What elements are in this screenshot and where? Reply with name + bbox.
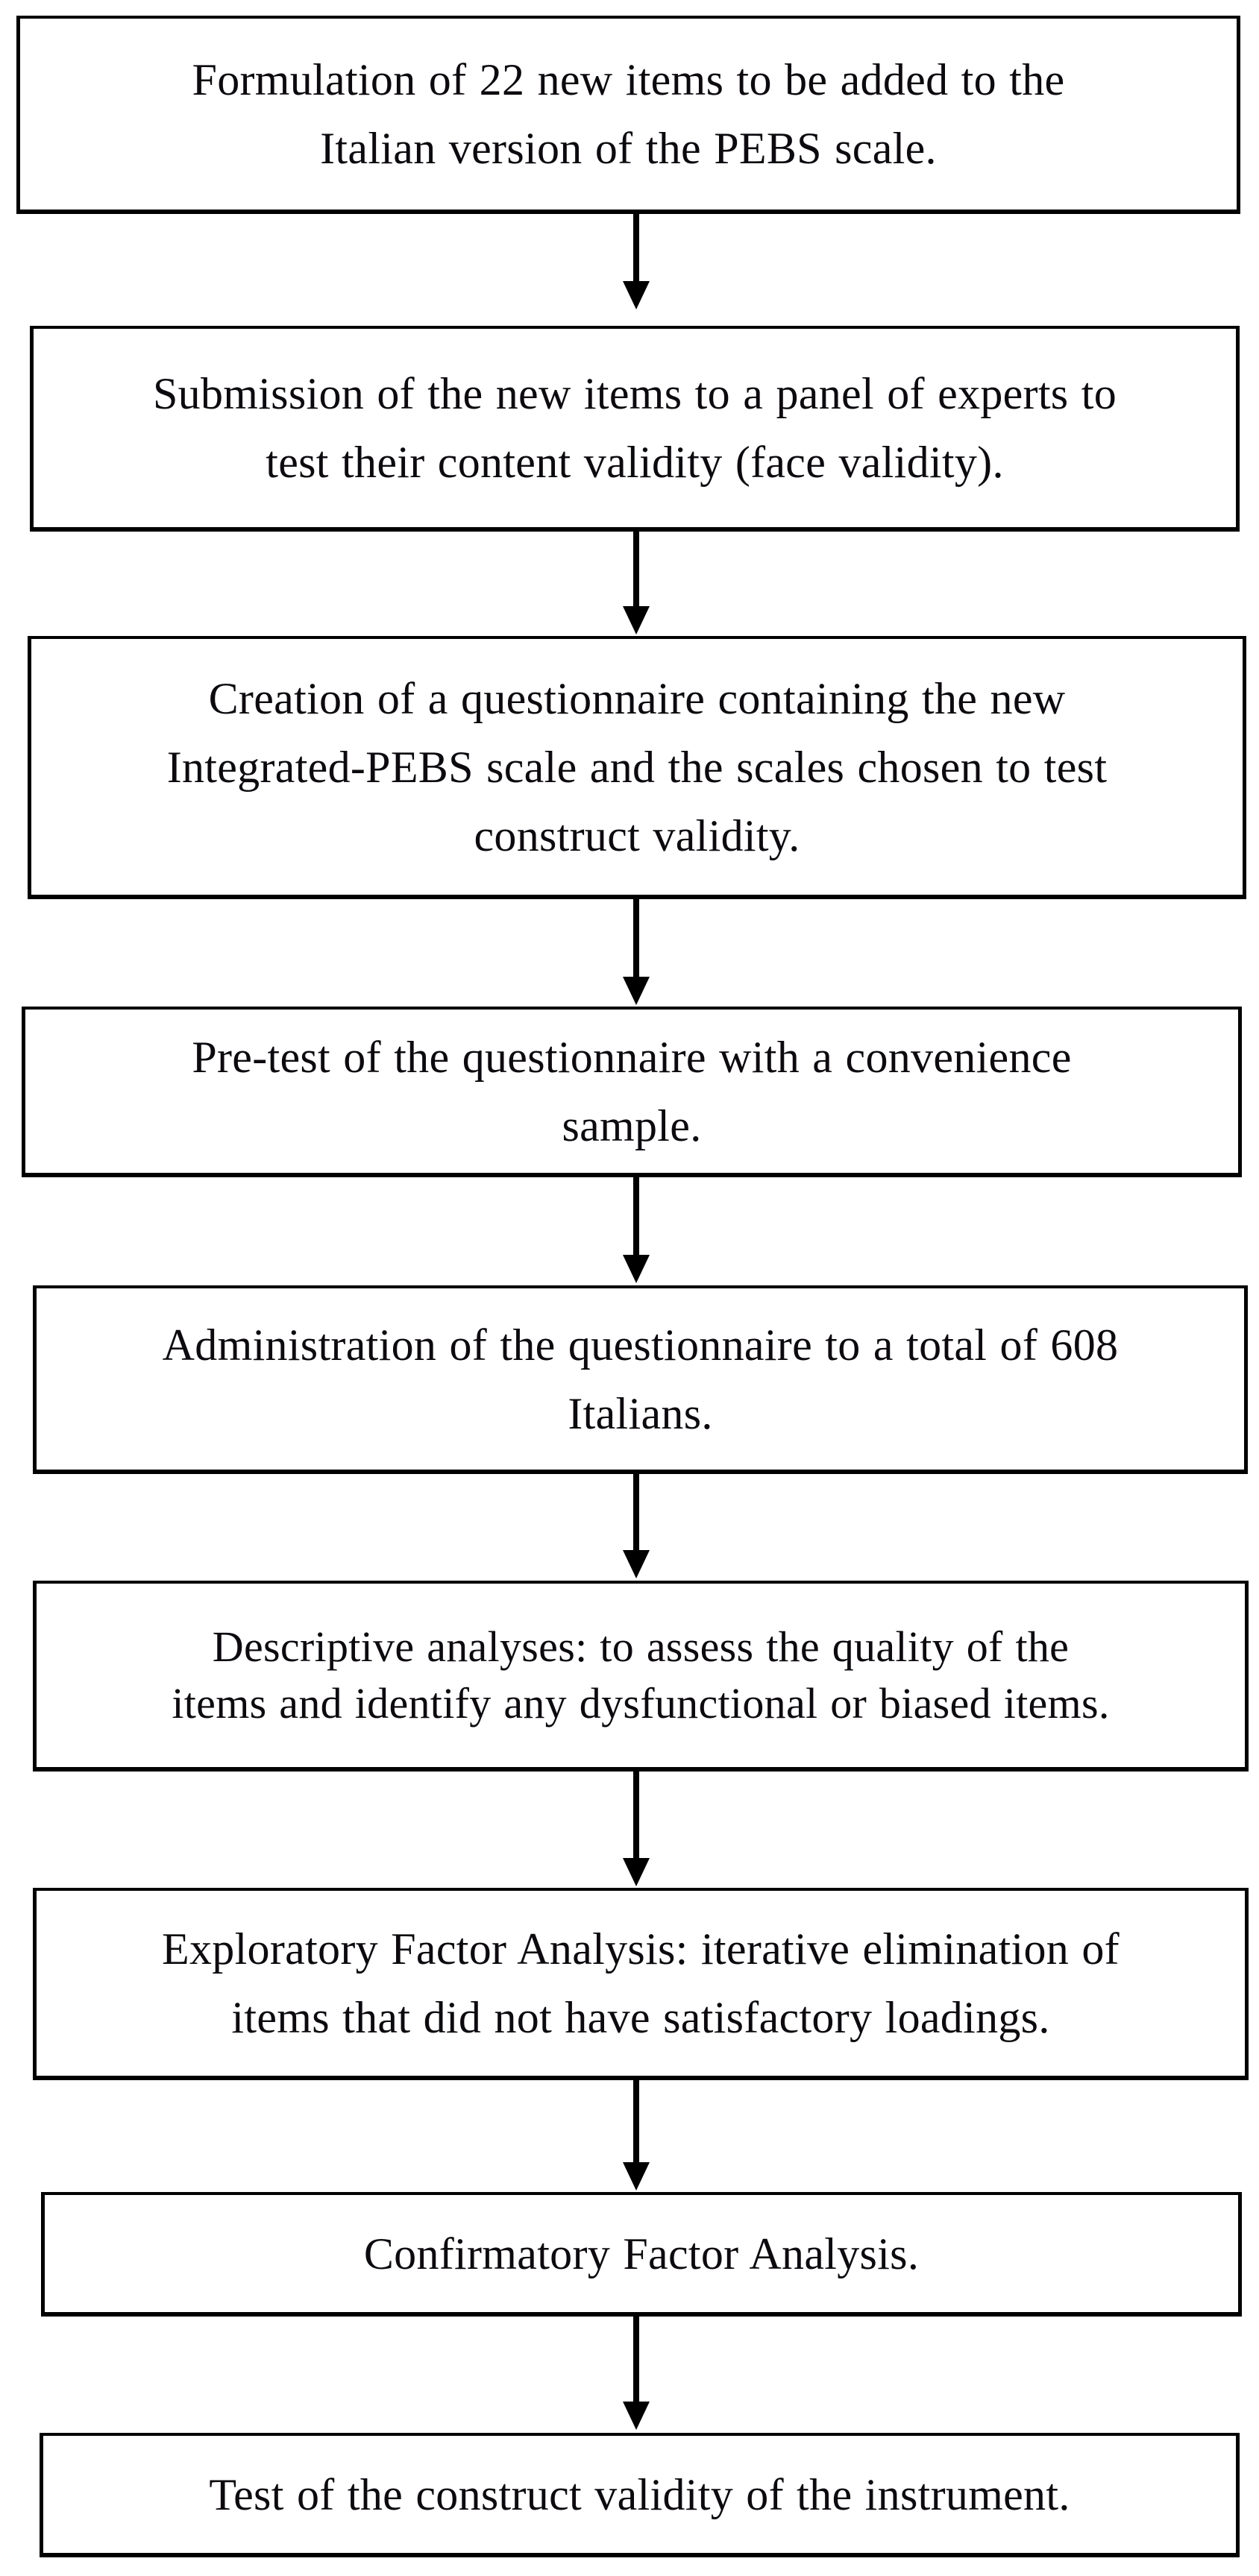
flow-step-5-line-1: Administration of the questionnaire to a total of 608 — [162, 1320, 1119, 1370]
flow-step-7 — [33, 1888, 1249, 2080]
flow-step-7-line-2: items that did not have satisfactory loadings. — [231, 1993, 1050, 2042]
flow-step-7-text — [162, 1915, 1120, 2052]
flow-step-1-text — [192, 45, 1065, 183]
flow-step-8-text — [364, 2220, 919, 2288]
arrow-down-icon — [621, 1177, 651, 1283]
arrow-down-icon — [621, 1474, 651, 1578]
flow-step-6-line-1: Descriptive analyses: to assess the quality of the — [212, 1622, 1070, 1671]
flow-step-6 — [33, 1581, 1249, 1772]
arrow-down-icon — [621, 532, 651, 634]
flow-step-4-line-1: Pre-test of the questionnaire with a convenience — [192, 1032, 1072, 1082]
flow-step-5-line-2: Italians. — [568, 1388, 713, 1438]
flow-step-1-line-1: Formulation of 22 new items to be added to the — [192, 55, 1065, 104]
flow-step-1 — [16, 16, 1240, 214]
flow-step-7-line-1: Exploratory Factor Analysis: iterative elimination of — [162, 1924, 1120, 1974]
flow-step-6-text — [172, 1619, 1109, 1732]
flow-step-3-line-3: construct validity. — [474, 810, 800, 860]
flow-step-5 — [33, 1285, 1248, 1474]
flow-step-3-text — [167, 664, 1108, 870]
arrow-down-icon — [621, 2317, 651, 2430]
flow-step-4-text — [192, 1023, 1071, 1160]
flow-step-2-line-2: test their content validity (face validity). — [266, 438, 1004, 487]
flow-step-4-line-2: sample. — [562, 1100, 702, 1150]
arrow-down-icon — [621, 2080, 651, 2191]
flow-step-4 — [22, 1007, 1242, 1177]
flow-step-2-text — [153, 359, 1117, 497]
flow-step-9 — [40, 2433, 1240, 2557]
arrow-down-icon — [621, 1772, 651, 1886]
flow-step-6-line-2: items and identify any dysfunctional or biased items. — [172, 1679, 1110, 1728]
flow-step-9-line-1: Test of the construct validity of the instrument. — [209, 2469, 1070, 2519]
flow-step-3-line-1: Creation of a questionnaire containing the new — [208, 673, 1066, 723]
flow-step-3 — [28, 636, 1246, 899]
arrow-down-icon — [621, 214, 651, 309]
flow-step-2-line-1: Submission of the new items to a panel of experts to — [152, 369, 1117, 418]
flow-step-5-text — [163, 1311, 1119, 1448]
flow-step-1-line-2: Italian version of the PEBS scale. — [320, 124, 937, 173]
flow-step-3-line-2: Integrated-PEBS scale and the scales chosen to test — [166, 742, 1108, 792]
flow-step-2 — [30, 326, 1240, 532]
arrow-down-icon — [621, 899, 651, 1005]
flow-step-9-text — [209, 2460, 1070, 2529]
flow-step-8-line-1: Confirmatory Factor Analysis. — [363, 2229, 920, 2279]
flow-step-8 — [41, 2192, 1242, 2317]
